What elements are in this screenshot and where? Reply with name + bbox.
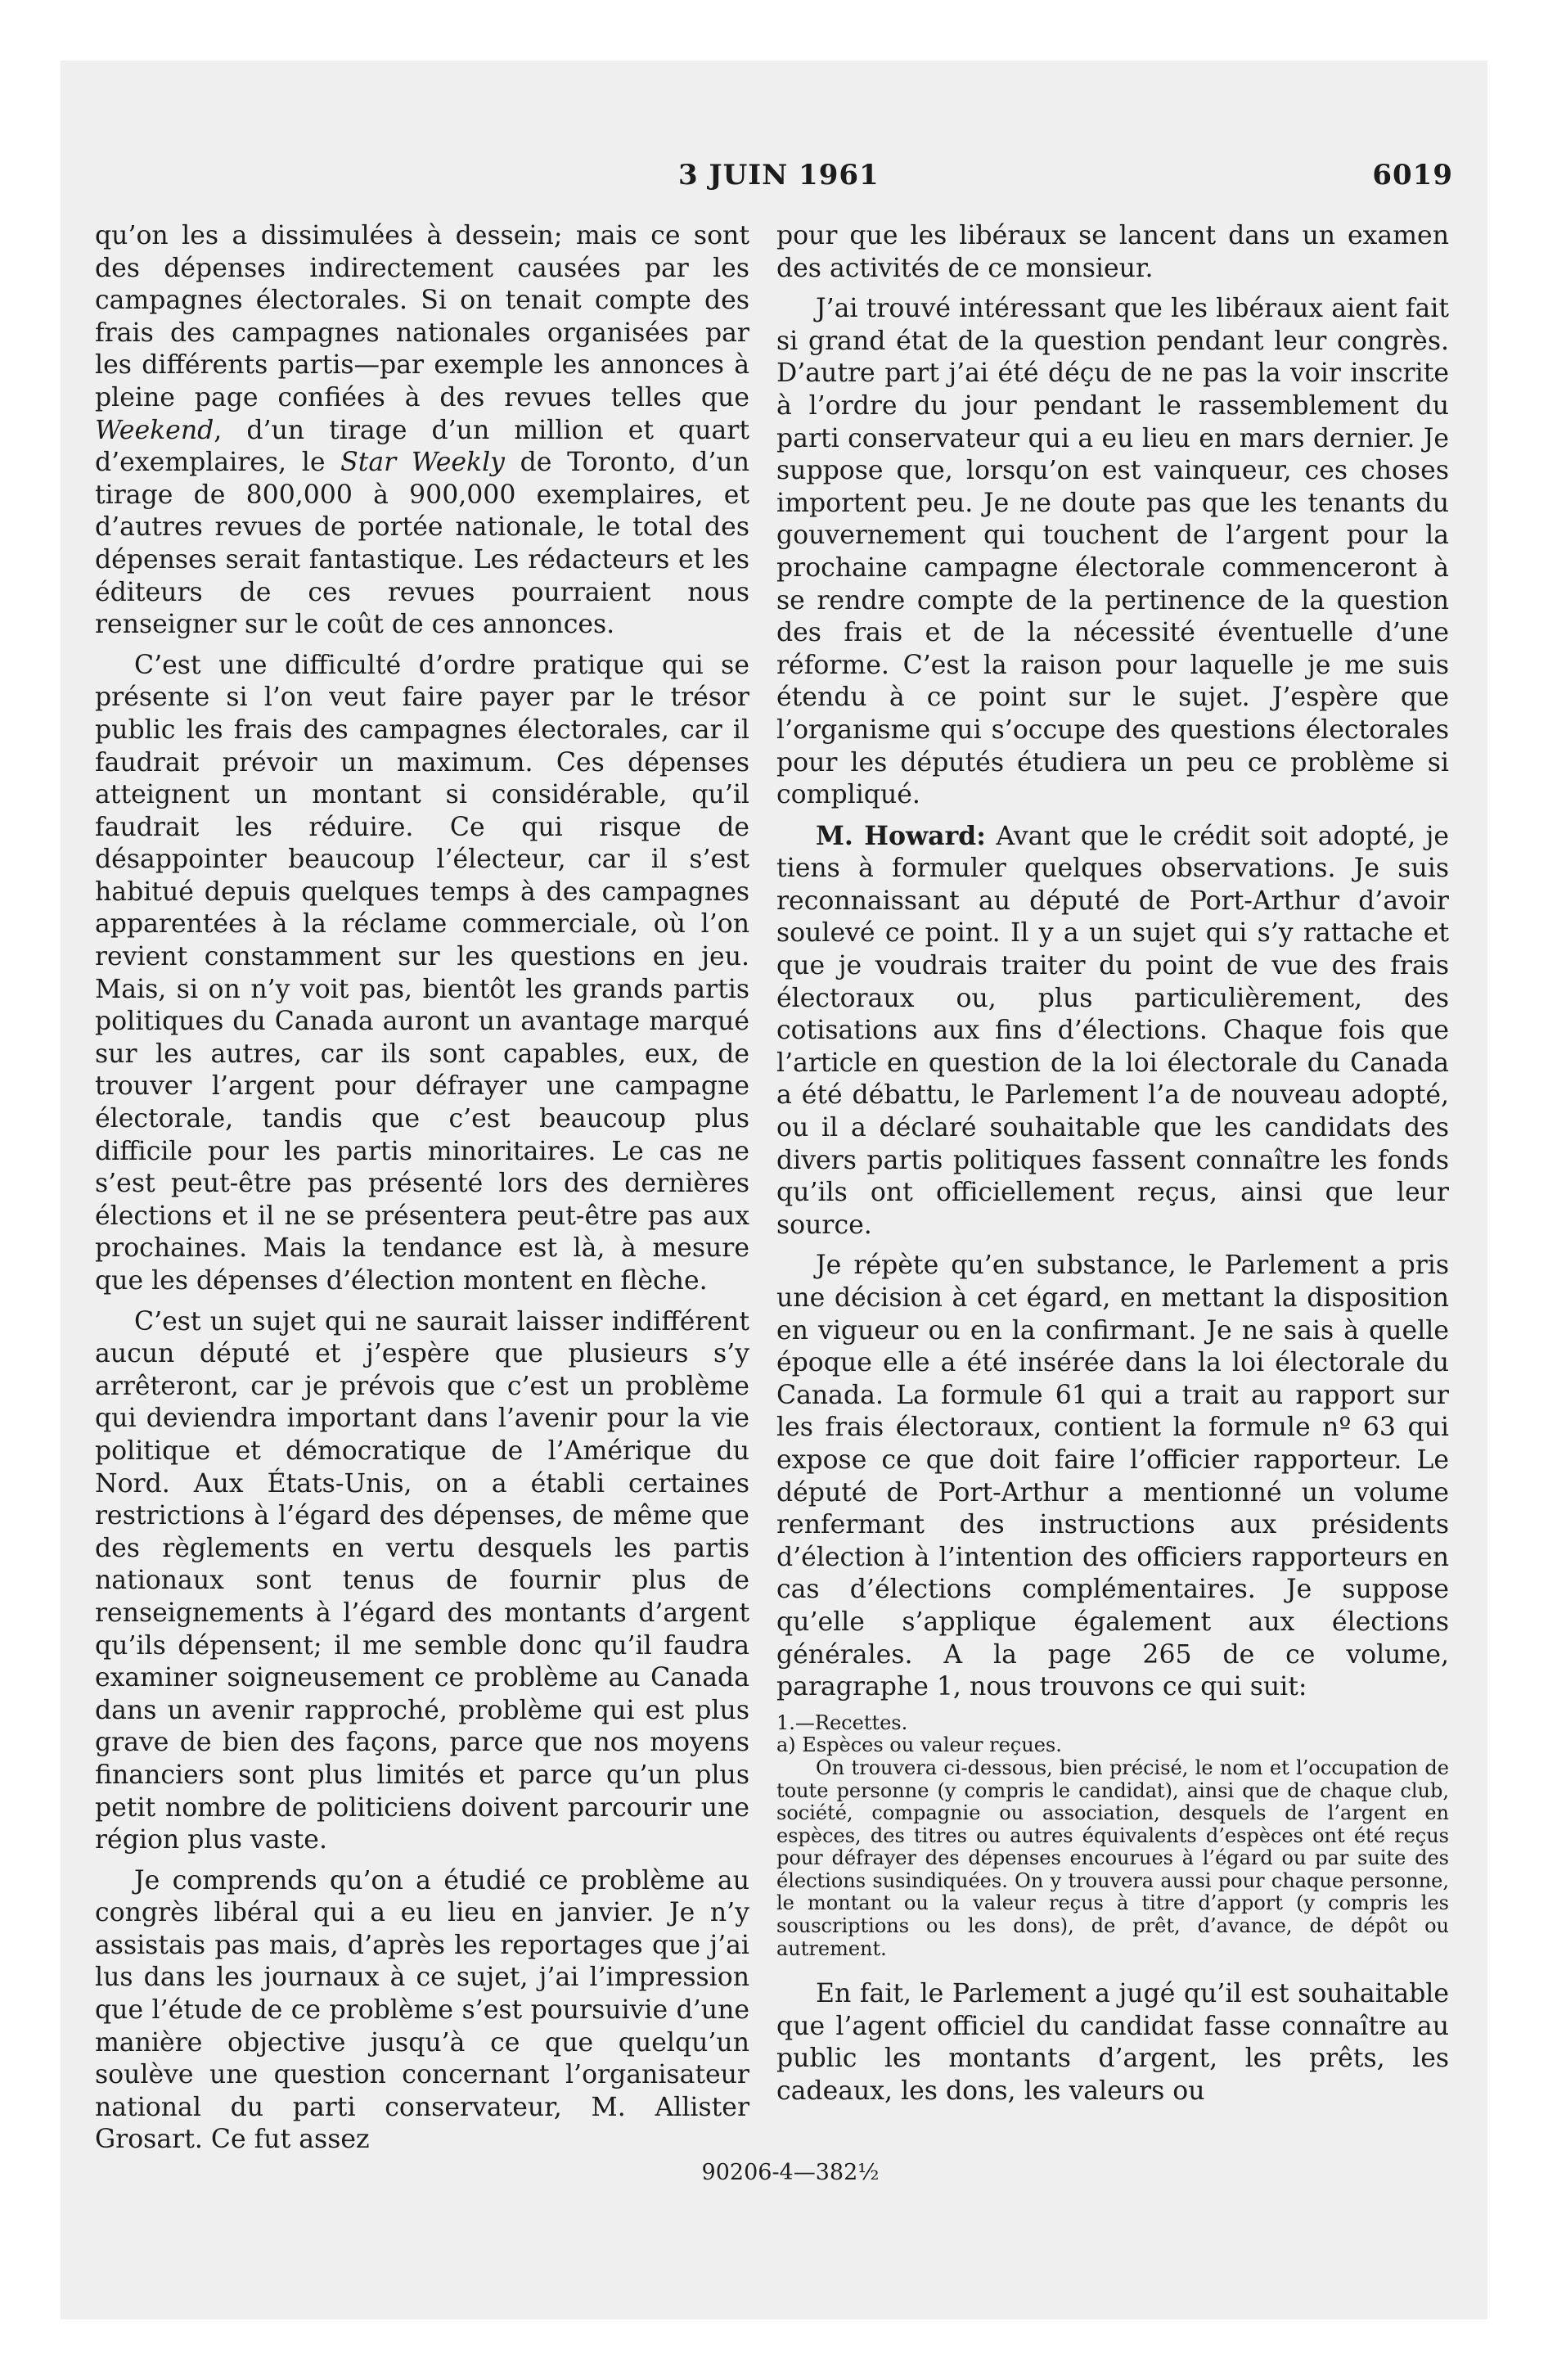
quote-subheading: a) Espèces ou valeur reçues. — [776, 1733, 1062, 1757]
page-number: 6019 — [1372, 159, 1453, 192]
paragraph: En fait, le Parlement a jugé qu’il est souhaitable que l’agent officiel du candidat fasse connaître au public les montants d’argent, les prêts, les cadeaux, les dons, les valeurs ou — [776, 1979, 1449, 2107]
publication-title: Weekend — [95, 415, 214, 445]
left-column — [95, 220, 749, 2165]
footer-reference: 90206-4—382½ — [701, 2160, 880, 2185]
quote-heading: 1.—Recettes. — [776, 1711, 908, 1734]
header-date: 3 JUIN 1961 — [678, 159, 880, 192]
paragraph: C’est un sujet qui ne saurait laisser indifférent aucun député et j’espère que plusieurs s’y arrêteront, car je prévois que c’est un problème qui deviendra important dans l’avenir pour la vie politique et démocratique de l’Amérique du Nord. Aux États-Unis, on a établi certaines restrictions à l’égard des dépenses, de même que des règlements en vertu desquels les partis nationaux sont tenus de fournir plus de renseignements à l’égard des montants d’argent qu’ils dépensent; il me semble donc qu’il faudra examiner soigneusement ce problème au Canada dans un avenir rapproché, problème qui est plus grave de bien des façons, parce que nos moyens financiers sont plus limités et parce qu’un plus petit nombre de politiciens doivent parcourir une région plus vaste. — [95, 1306, 749, 1855]
footer — [61, 2160, 1487, 2185]
paragraph: Je répète qu’en substance, le Parlement a pris une décision à cet égard, en mettant la disposition en vigueur ou en la confirmant. Je ne sais à quelle époque elle a été insérée dans la loi électorale du Canada. La formule 61 qui a trait au rapport sur les frais électoraux, contient la formule nº 63 qui expose ce que doit faire l’officier rapporteur. Le député de Port-Arthur a mentionné un volume renfermant des instructions aux présidents d’élection à l’intention des officiers rapporteurs en cas d’élections complémentaires. Je suppose qu’elle s’applique également aux élections générales. A la page 265 de ce volume, paragraphe 1, nous trouvons ce qui suit: — [776, 1251, 1449, 1702]
paragraph: pour que les libéraux se lancent dans un examen des activités de ce monsieur. — [776, 221, 1449, 283]
paragraph: C’est une difficulté d’ordre pratique qui se présente si l’on veut faire payer par le trésor public les frais des campagnes électorales, car il faudrait prévoir un maximum. Ces dépenses atteignent un montant si considérable, qu’il faudrait les réduire. Ce qui risque de désappointer beaucoup l’électeur, car il s’est habitué depuis quelques temps à des campagnes apparentées à la réclame commerciale, où l’on revient constamment sur les questions en jeu. Mais, si on n’y voit pas, bientôt les grands partis politiques du Canada auront un avantage marqué sur les autres, car ils sont capables, eux, de trouver l’argent pour défrayer une campagne électorale, tandis que c’est beaucoup plus difficile pour les partis minoritaires. Le cas ne s’est peut-être pas présenté lors des dernières élections et il ne se présentera peut-être pas aux prochaines. Mais la tendance est là, à mesure que les dépenses d’élection montent en flèche. — [95, 650, 749, 1296]
paragraph: Je comprends qu’on a étudié ce problème au congrès libéral qui a eu lieu en janvier. Je n’y assistais pas mais, d’après les reportages que j’ai lus dans les journaux à ce sujet, j’ai l’impression que l’étude de ce problème s’est poursuivie d’une manière objective jusqu’à ce que quelqu’un soulève une question concernant l’organisateur national du parti conservateur, M. Allister Grosart. Ce fut assez — [95, 1865, 749, 2155]
paragraph: M. Howard: Avant que le crédit soit adopté, je tiens à formuler quelques observations. Je suis reconnaissant au député de Port-Arthur d’avoir soulevé ce point. Il y a un sujet qui s’y rattache et que je voudrais traiter du point de vue des frais électoraux ou, plus particulièrement, des cotisations aux fins d’élections. Chaque fois que l’article en question de la loi électorale du Canada a été débattu, le Parlement l’a de nouveau adopté, ou il a déclaré souhaitable que les candidats des divers partis politiques fassent connaître les fonds qu’ils ont officiellement reçus, ainsi que leur source. — [776, 820, 1449, 1240]
running-header — [61, 159, 1487, 200]
quote-body: On trouvera ci-dessous, bien précisé, le nom et l’occupation de toute personne (y compris le candidat), ainsi que de chaque club, société, compagnie ou association, desquels de l’argent en espèces, des titres ou autres équivalents d’espèces ont été reçus pour défrayer des dépenses encourues à l’égard ou par suite des élections susindiquées. On y trouvera aussi pour chaque personne, le montant ou la valeur reçus à titre d’apport (y compris les souscriptions ou les dons), de prêt, d’avance, de dépôt ou autrement. — [776, 1756, 1449, 1960]
paragraph: qu’on les a dissimulées à dessein; mais ce sont des dépenses indirectement causées par les campagnes électorales. Si on tenait compte des frais des campagnes nationales organisées par les différents partis—par exemple les annonces à pleine page confiées à des revues telles que Weekend, d’un tirage d’un million et quart d’exemplaires, le Star Weekly de Toronto, d’un tirage de 800,000 à 900,000 exemplaires, et d’autres revues de portée nationale, le total des dépenses serait fantastique. Les rédacteurs et les éditeurs de ces revues pourraient nous renseigner sur le coût de ces annonces. — [95, 221, 750, 640]
block-quote — [776, 1712, 1449, 1961]
publication-title: Star Weekly — [340, 448, 505, 478]
speaker-name: M. Howard: — [816, 820, 986, 851]
right-column — [776, 220, 1449, 2116]
paragraph: J’ai trouvé intéressant que les libéraux aient fait si grand état de la question pendant leur congrès. D’autre part j’ai été déçu de ne pas la voir inscrite à l’ordre du jour pendant le rassemblement du parti conservateur qui a eu lieu en mars dernier. Je suppose que, lorsqu’on est vainqueur, ces choses importent peu. Je ne doute pas que les tenants du gouvernement qui touchent de l’argent pour la prochaine campagne électorale commenceront à se rendre compte de la pertinence de la question des frais et de la nécessité éventuelle d’une réforme. C’est la raison pour laquelle je me suis étendu à ce point sur le sujet. J’espère que l’organisme qui s’occupe des questions électorales pour les députés étudiera un peu ce problème si compliqué. — [776, 294, 1449, 810]
page-sheet — [61, 61, 1487, 2319]
